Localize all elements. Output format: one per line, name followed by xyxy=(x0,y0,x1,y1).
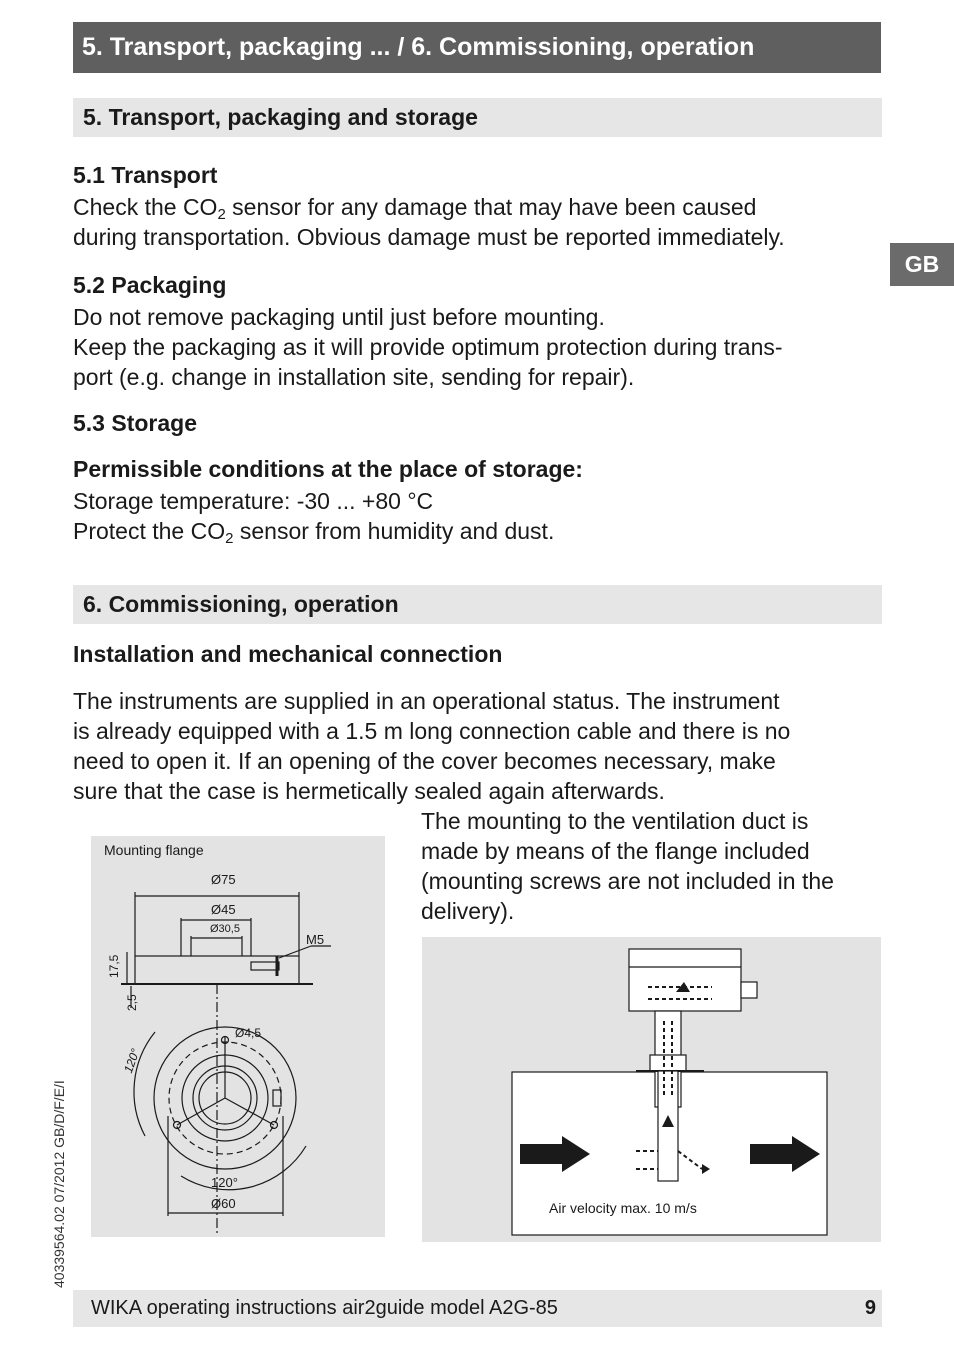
packaging-line-1: Do not remove packaging until just before mounting. xyxy=(73,304,605,330)
mounting-line-4: delivery). xyxy=(421,898,515,924)
transport-line-1: Check the $CO_2$ sensor for any damage that may have been caused xyxy=(73,194,757,223)
page-number: 9 xyxy=(864,1297,876,1319)
installation-line-2: is already equipped with a 1.5 m long connection cable and there is no xyxy=(73,718,791,744)
packaging-line-3: port (e.g. change in installation site, sending for repair). xyxy=(73,364,635,390)
angle-bottom-label: 120° xyxy=(211,1175,238,1190)
mounting-line-3: (mounting screws are not included in the xyxy=(421,868,834,894)
cable-gland xyxy=(741,982,757,998)
section-5-title: 5. Transport, packaging and storage xyxy=(73,98,882,137)
duct-drawing-figure xyxy=(422,937,881,1242)
storage-heading: 5.3 Storage xyxy=(73,410,197,436)
installation-line-4: sure that the case is hermetically sealed again afterwards. xyxy=(73,778,665,804)
transport-text xyxy=(73,192,785,252)
page-header: 5. Transport, packaging ... / 6. Commissioning, operation xyxy=(73,22,881,73)
installation-line-1: The instruments are supplied in an operational status. The instrument xyxy=(73,688,780,714)
document-code: 40339564.02 07/2012 GB/D/F/E/I xyxy=(51,1080,67,1288)
installation-paragraph xyxy=(73,686,790,806)
packaging-line-2: Keep the packaging as it will provide optimum protection during trans- xyxy=(73,334,783,360)
installation-heading: Installation and mechanical connection xyxy=(73,641,503,667)
footer-text: WIKA operating instructions air2guide model A2G-85 xyxy=(91,1297,558,1319)
duct-drawing xyxy=(422,937,881,1242)
dim-75-label: Ø75 xyxy=(211,872,236,887)
language-tab: GB xyxy=(890,243,954,286)
dim-60-label: Ø60 xyxy=(211,1196,236,1211)
dim-45-label: Ø45 xyxy=(211,902,236,917)
section-6-title: 6. Commissioning, operation xyxy=(73,585,882,624)
mounting-line-1: The mounting to the ventilation duct is xyxy=(421,808,809,834)
storage-text xyxy=(73,486,554,546)
duct-caption: Air velocity max. 10 m/s xyxy=(549,1200,697,1216)
dim-4-label: Ø4,5 xyxy=(235,1026,262,1040)
flange-drawing-figure xyxy=(91,836,385,1237)
angle-left-label: 120° xyxy=(121,1046,143,1075)
storage-line-2: Protect the $CO_2$ sensor from humidity and dust. xyxy=(73,518,555,547)
mounting-line-2: made by means of the flange included xyxy=(421,838,810,864)
packaging-text xyxy=(73,302,783,392)
page-footer xyxy=(73,1290,882,1327)
packaging-heading: 5.2 Packaging xyxy=(73,272,227,298)
m5-label: M5 xyxy=(306,932,325,947)
storage-line-1: Storage temperature: -30 ... +80 °C xyxy=(73,488,434,514)
sensor-housing xyxy=(629,949,741,1011)
transport-heading: 5.1 Transport xyxy=(73,162,218,188)
installation-line-3: need to open it. If an opening of the cover becomes necessary, make xyxy=(73,748,776,774)
storage-conditions-heading: Permissible conditions at the place of storage: xyxy=(73,456,583,482)
dim-2-label: 2,5 xyxy=(125,994,139,1011)
transport-line-2: during transportation. Obvious damage must be reported immediately. xyxy=(73,224,785,250)
dim-17-label: 17,5 xyxy=(107,954,121,978)
dim-30-label: Ø30,5 xyxy=(210,923,240,935)
mounting-paragraph xyxy=(421,806,834,926)
flange-caption: Mounting flange xyxy=(104,842,204,858)
